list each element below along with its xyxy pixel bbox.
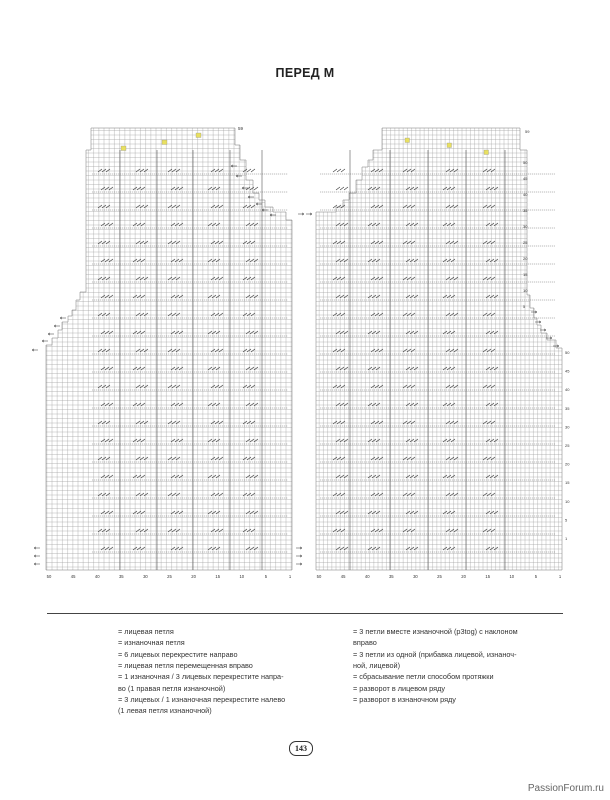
highlight-cell <box>447 143 452 148</box>
y-tick-label: 20 <box>565 461 570 467</box>
legend-text: = лицевая петля перемещенная вправо <box>118 660 253 670</box>
left-top-row-number: 59 <box>238 126 244 131</box>
x-tick-label: 50 <box>46 574 52 579</box>
highlight-cell <box>196 133 201 138</box>
x-tick-label: 40 <box>94 574 100 579</box>
y-tick-label: 50 <box>523 160 528 165</box>
legend-text: = разворот в лицевом ряду <box>353 683 445 693</box>
legend-text: = разворот в изнаночном ряду <box>353 694 456 704</box>
y-tick-label: 15 <box>523 272 528 277</box>
x-tick-label: 15 <box>215 574 221 579</box>
legend-text: (1 левая петля изнаночной) <box>118 706 212 716</box>
x-tick-label: 20 <box>461 574 466 579</box>
x-tick-label: 15 <box>485 574 491 579</box>
legend-text: = 3 петли из одной (прибавка лицевой, изнаноч- <box>353 649 517 659</box>
x-tick-label: 35 <box>388 574 394 579</box>
highlight-cell <box>484 150 489 155</box>
y-tick-label: 45 <box>565 368 570 374</box>
x-tick-label: 1 <box>288 574 292 579</box>
x-tick-label: 35 <box>118 574 124 579</box>
x-tick-label: 25 <box>437 574 442 579</box>
x-tick-label: 30 <box>143 574 148 579</box>
top-row-number: 59 <box>525 129 530 134</box>
right-x-axis <box>317 574 562 579</box>
x-tick-label: 5 <box>534 574 538 579</box>
y-tick-label: 25 <box>523 240 528 245</box>
x-tick-label: 40 <box>364 574 370 579</box>
legend-text: вправо <box>353 638 377 648</box>
x-tick-label: 25 <box>167 574 172 579</box>
page-title: ПЕРЕД М <box>275 66 335 80</box>
legend-text: = 3 лицевых / 1 изнаночная перекрестите налево <box>118 694 286 704</box>
legend-text: = изнаночная петля <box>118 638 185 648</box>
highlight-cell <box>405 138 410 143</box>
y-tick-label: 25 <box>565 443 570 448</box>
left-chart-grid <box>46 128 292 570</box>
highlight-cell <box>121 146 126 151</box>
y-tick-label: 1 <box>565 536 568 541</box>
highlight-cell <box>162 140 167 145</box>
x-tick-label: 45 <box>340 574 346 579</box>
legend-text: во (1 правая петля изнаночной) <box>118 683 226 693</box>
legend-text: = сбрасывание петли способом протяжки <box>353 672 494 682</box>
x-tick-label: 20 <box>191 574 196 579</box>
y-tick-label: 50 <box>565 350 570 355</box>
legend-text: = 6 лицевых перекрестите направо <box>118 649 238 659</box>
x-tick-label: 30 <box>413 574 418 579</box>
legend-text: = 1 изнаночная / 3 лицевых перекрестите напра- <box>118 672 284 682</box>
y-tick-label: 20 <box>523 256 528 261</box>
watermark: PassionForum.ru <box>527 783 604 794</box>
y-tick-label: 40 <box>565 387 570 393</box>
y-tick-label: 45 <box>523 176 528 181</box>
x-tick-label: 50 <box>316 574 322 579</box>
x-tick-label: 45 <box>70 574 76 579</box>
legend-divider <box>47 613 563 614</box>
y-tick-label: 30 <box>565 424 570 430</box>
x-tick-label: 10 <box>239 574 245 579</box>
y-tick-label: 15 <box>565 480 570 486</box>
x-tick-label: 10 <box>509 574 515 579</box>
left-chart <box>32 126 292 579</box>
y-tick-label: 5 <box>523 304 526 309</box>
page-number: 143 <box>289 741 313 756</box>
left-x-axis <box>47 574 292 579</box>
y-tick-label: 10 <box>523 288 528 293</box>
x-tick-label: 5 <box>264 574 268 579</box>
x-tick-label: 1 <box>558 574 562 579</box>
legend-text: = лицевая петля <box>118 627 174 636</box>
y-tick-label: 30 <box>523 224 528 229</box>
legend-text: = 3 петли вместе изнаночной (p3tog) с наклоном <box>353 627 518 636</box>
y-tick-label: 5 <box>565 517 568 523</box>
right-chart <box>296 128 570 579</box>
y-tick-label: 40 <box>523 192 528 197</box>
y-tick-label: 10 <box>565 498 570 504</box>
legend-text: ной, лицевой) <box>353 660 401 670</box>
y-tick-label: 35 <box>565 405 570 411</box>
y-tick-label: 35 <box>523 208 528 213</box>
